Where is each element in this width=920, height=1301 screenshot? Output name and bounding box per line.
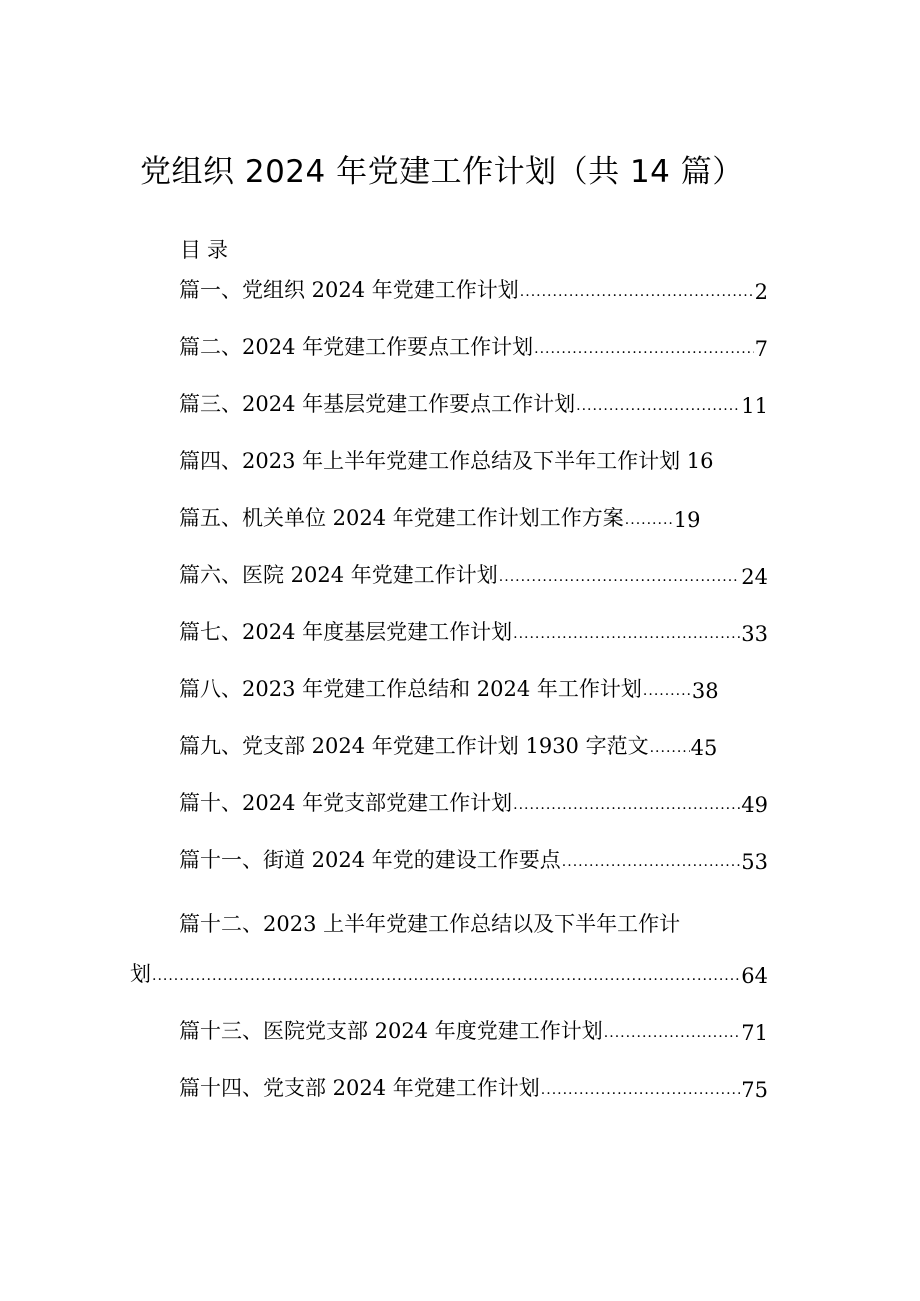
toc-entry-label: 篇五、机关单位 2024 年党建工作计划工作方案 (179, 506, 624, 530)
toc-entry-5[interactable] (179, 502, 768, 532)
toc-entry-page: 11 (741, 394, 768, 418)
toc-entry-label: 篇八、2023 年党建工作总结和 2024 年工作计划 (179, 677, 642, 701)
toc-entry-label: 篇十二、2023 上半年党建工作总结以及下半年工作计 (179, 912, 681, 936)
toc-entry-page: 75 (741, 1078, 768, 1102)
toc-entry-page: 24 (741, 565, 768, 589)
toc-entry-label: 篇三、2024 年基层党建工作要点工作计划 (179, 392, 576, 416)
toc-entry-label: 篇六、医院 2024 年党建工作计划 (179, 563, 498, 587)
toc-entry-label: 篇四、2023 年上半年党建工作总结及下半年工作计划 16 (179, 449, 714, 473)
toc-entry-12-continued[interactable] (130, 958, 768, 988)
toc-entry-page: 64 (741, 964, 768, 988)
toc-entry-page: 33 (741, 622, 768, 646)
toc-entry-4[interactable] (179, 445, 768, 475)
toc-entry-13[interactable] (179, 1015, 768, 1045)
toc-entry-page: 45 (690, 736, 718, 760)
toc-entry-label: 篇十、2024 年党支部党建工作计划 (179, 791, 513, 815)
toc-entry-page: 71 (741, 1021, 768, 1045)
toc-entry-12[interactable] (179, 908, 768, 938)
toc-entry-page: 53 (741, 850, 768, 874)
toc-entry-8[interactable] (179, 673, 768, 703)
toc-entry-page: 19 (673, 508, 701, 532)
dot-leader (643, 684, 691, 698)
toc-entry-10[interactable] (179, 787, 768, 817)
toc-entry-page: 49 (741, 793, 768, 817)
toc-entry-label: 篇十三、医院党支部 2024 年度党建工作计划 (179, 1019, 603, 1043)
toc-entry-page: 38 (691, 679, 719, 703)
dot-leader (520, 285, 754, 299)
toc-entry-label: 篇十一、街道 2024 年党的建设工作要点 (179, 848, 561, 872)
dot-leader (513, 798, 740, 812)
toc-entry-label: 篇十四、党支部 2024 年党建工作计划 (179, 1076, 540, 1100)
toc-entry-3[interactable] (179, 388, 768, 418)
dot-leader (534, 342, 754, 356)
toc-entry-label: 篇二、2024 年党建工作要点工作计划 (179, 335, 534, 359)
toc-entry-11[interactable] (179, 844, 768, 874)
toc-entry-14[interactable] (179, 1072, 768, 1102)
dot-leader (541, 1083, 740, 1097)
dot-leader (499, 570, 740, 584)
toc-entry-page: 2 (754, 280, 768, 304)
dot-leader (625, 513, 673, 527)
toc-entry-page: 7 (754, 337, 768, 361)
toc-entry-label: 篇一、党组织 2024 年党建工作计划 (179, 278, 519, 302)
dot-leader (650, 741, 690, 755)
dot-leader (152, 969, 740, 983)
dot-leader (513, 627, 740, 641)
dot-leader (576, 399, 740, 413)
dot-leader (604, 1026, 740, 1040)
toc-entry-label: 篇七、2024 年度基层党建工作计划 (179, 620, 513, 644)
toc-entry-9[interactable] (179, 730, 768, 760)
toc-entry-2[interactable] (179, 331, 768, 361)
document-title: 党组织 2024 年党建工作计划（共 14 篇） (140, 154, 744, 190)
toc-entry-6[interactable] (179, 559, 768, 589)
toc-heading: 目录 (180, 238, 234, 262)
toc-entry-label: 篇九、党支部 2024 年党建工作计划 1930 字范文 (179, 734, 649, 758)
toc-entry-label-continued: 划 (130, 962, 151, 986)
toc-entry-7[interactable] (179, 616, 768, 646)
dot-leader (562, 855, 740, 869)
toc-entry-1[interactable] (179, 274, 768, 304)
